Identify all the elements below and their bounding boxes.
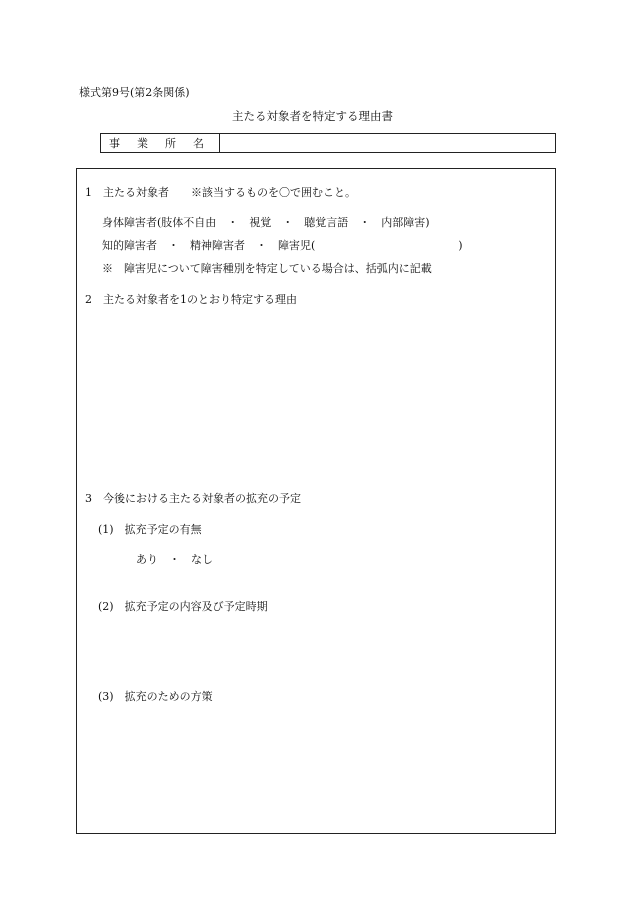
office-name-label-cell — [101, 134, 220, 152]
section3-heading: 3 今後における主たる対象者の拡充の予定 — [85, 492, 301, 505]
section3-sub1-heading: (1) 拡充予定の有無 — [98, 523, 202, 536]
section1-physical-disability-line: 身体障害者(肢体不自由 ・ 視覚 ・ 聴覚言語 ・ 内部障害) — [102, 216, 430, 229]
office-name-table — [100, 133, 556, 153]
document-title: 主たる対象者を特定する理由書 — [232, 109, 393, 123]
section1-note: ※ 障害児について障害種別を特定している場合は、括弧内に記載 — [102, 262, 432, 275]
section3-sub3-heading: (3) 拡充のための方策 — [98, 690, 213, 703]
reason-form-box — [76, 168, 556, 834]
expansion-plan-options[interactable]: あり ・ なし — [136, 553, 213, 566]
section3-sub2-heading: (2) 拡充予定の内容及び予定時期 — [98, 600, 268, 613]
office-name-label: 事業所名 — [109, 137, 221, 150]
form-number: 様式第9号(第2条関係) — [79, 86, 190, 99]
section2-heading: 2 主たる対象者を1のとおり特定する理由 — [85, 293, 297, 306]
section1-heading: 1 主たる対象者 ※該当するものを〇で囲むこと。 — [85, 186, 356, 199]
section1-other-disability-line: 知的障害者 ・ 精神障害者 ・ 障害児( ) — [102, 239, 463, 252]
